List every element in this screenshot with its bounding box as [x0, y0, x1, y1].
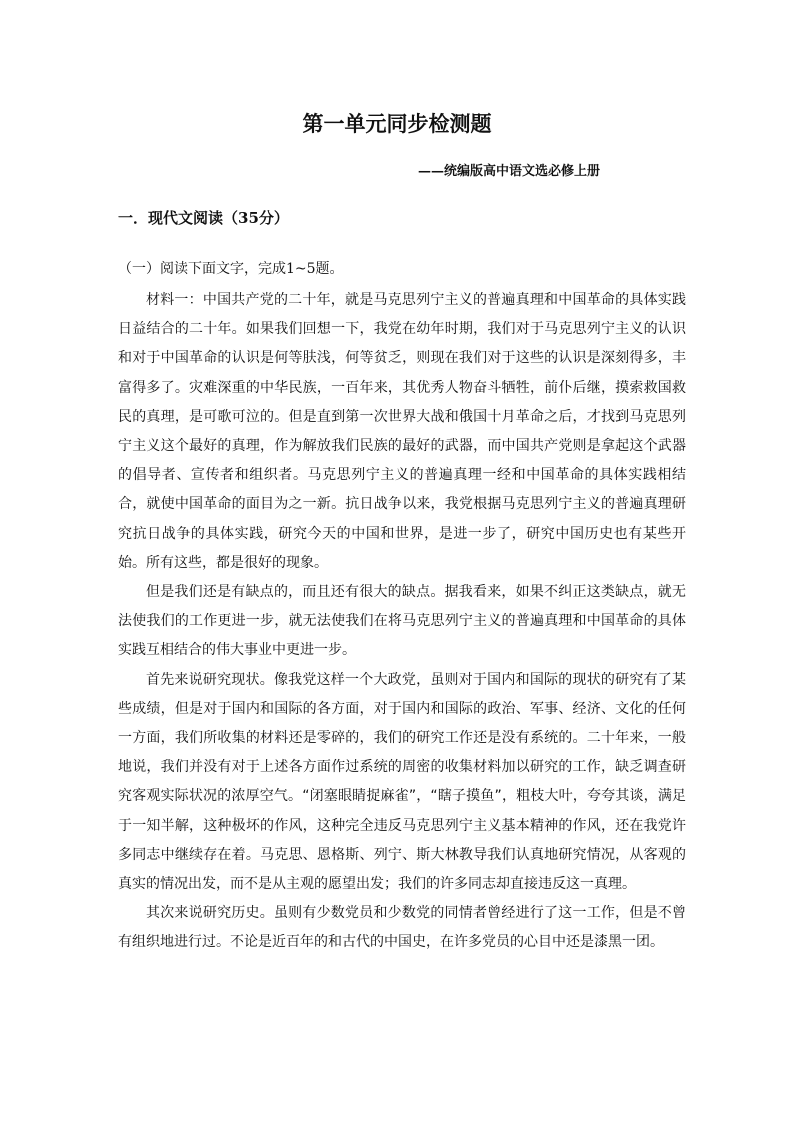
reading-passage — [118, 286, 686, 958]
reading-instruction: （一）阅读下面文字，完成1~5题。 — [118, 261, 344, 277]
paragraph-1: 材料一：中国共产党的二十年，就是马克思列宁主义的普遍真理和中国革命的具体实践日益结合的二十年。如果我们回想一下，我党在幼年时期，我们对于马克思列宁主义的认识和对于中国革命的认识是何等肤浅，何等贫乏，则现在我们对于这些的认识是深刻得多，丰富得多了。灾难深重的中华民族，一百年来，其优秀人物奋斗牺牲，前仆后继，摸索救国救民的真理，是可歌可泣的。但是直到第一次世界大战和俄国十月革命之后，才找到马克思列宁主义这个最好的真理，作为解放我们民族的最好的武器，而中国共产党则是拿起这个武器的倡导者、宣传者和组织者。马克思列宁主义的普遍真理一经和中国革命的具体实践相结合，就使中国革命的面目为之一新。抗日战争以来，我党根据马克思列宁主义的普遍真理研究抗日战争的具体实践，研究今天的中国和世界，是进一步了，研究中国历史也有某些开始。所有这些，都是很好的现象。 — [118, 292, 686, 571]
paragraph-4: 其次来说研究历史。虽则有少数党员和少数党的同情者曾经进行了这一工作，但是不曾有组织地进行过。不论是近百年的和古代的中国史，在许多党员的心目中还是漆黑一团。 — [118, 905, 686, 951]
document-subtitle: ——统编版高中语文选必修上册 — [417, 164, 600, 179]
document-title: 第一单元同步检测题 — [302, 111, 492, 136]
paragraph-2: 但是我们还是有缺点的，而且还有很大的缺点。据我看来，如果不纠正这类缺点，就无法使我们的工作更进一步，就无法使我们在将马克思列宁主义的普遍真理和中国革命的具体实践互相结合的伟大事业中更进一步。 — [118, 584, 686, 659]
section-heading: 一．现代文阅读（35分） — [118, 209, 289, 227]
paragraph-3: 首先来说研究现状。像我党这样一个大政党，虽则对于国内和国际的现状的研究有了某些成绩，但是对于国内和国际的各方面，对于国内和国际的政治、军事、经济、文化的任何一方面，我们所收集的材料还是零碎的，我们的研究工作还是没有系统的。二十年来，一般地说，我们并没有对于上述各方面作过系统的周密的收集材料加以研究的工作，缺乏调查研究客观实际状况的浓厚空气。“闭塞眼睛捉麻雀”，“瞎子摸鱼”，粗枝大叶，夸夸其谈，满足于一知半解，这种极坏的作风，这种完全违反马克思列宁主义基本精神的作风，还在我党许多同志中继续存在着。马克思、恩格斯、列宁、斯大林教导我们认真地研究情况，从客观的真实的情况出发，而不是从主观的愿望出发；我们的许多同志却直接违反这一真理。 — [118, 671, 686, 893]
